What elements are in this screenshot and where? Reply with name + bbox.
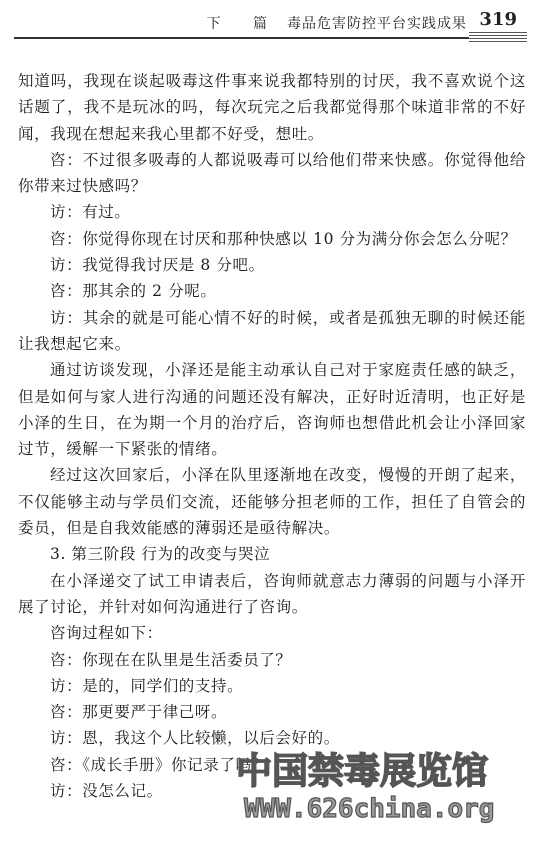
- paragraph: 咨：《成长手册》你记录了吗？: [50, 755, 268, 774]
- watermark-title: 中国禁毒展览馆: [236, 751, 489, 792]
- paragraph: 咨：你觉得你现在讨厌和那种快感以 10 分为满分你会怎么分呢？: [50, 229, 517, 248]
- paragraph: 咨：那其余的 2 分呢。: [50, 282, 217, 301]
- paragraph: 通过访谈发现，小泽还是能主动承认自己对于家庭责任感的缺乏，但是如何与家人进行沟通的问题还没有解决，正好时近清明，也正好是小泽的生日，在为期一个月的治疗后，咨询师也想借此机会让小泽回家过节，缓解一下紧张的情绪。: [18, 361, 526, 459]
- header-rule: [14, 37, 522, 39]
- paragraph: 访：其余的就是可能心情不好的时候，或者是孤独无聊的时候还能让我想起它来。: [18, 308, 526, 353]
- paragraph: 在小泽递交了试工申请表后，咨询师就意志力薄弱的问题与小泽开展了讨论，并针对如何沟通进行了咨询。: [18, 571, 526, 616]
- running-head-title: 毒品危害防控平台实践成果: [287, 16, 467, 32]
- paragraph: 经过这次回家后，小泽在队里逐渐地在改变，慢慢的开朗了起来，不仅能够主动与学员们交流，还能够分担老师的工作，担任了自管会的委员，但是自我效能感的薄弱还是亟待解决。: [18, 466, 526, 538]
- paragraph: 咨：不过很多吸毒的人都说吸毒可以给他们带来快感。你觉得他给你带来过快感吗？: [18, 150, 526, 196]
- body-text: [18, 68, 526, 804]
- running-head-part: 下 篇: [206, 16, 281, 32]
- paragraph: 知道吗，我现在谈起吸毒这件事来说我都特别的讨厌，我不喜欢说个这话题了，我不是玩冰的吗，每次玩完之后我都觉得那个味道非常的不好闻，我现在想起来我心里都不好受，想吐。: [18, 72, 526, 143]
- paragraph: 访：有过。: [50, 203, 131, 222]
- page-number: 319: [479, 9, 517, 30]
- page-header: [0, 0, 539, 46]
- paragraph: 访：没怎么记。: [50, 782, 163, 801]
- header-hatch-decoration: [469, 30, 527, 42]
- paragraph: 访：恩，我这个人比较懒，以后会好的。: [50, 729, 340, 748]
- paragraph: 访：我觉得我讨厌是 8 分吧。: [50, 256, 265, 275]
- running-head: [207, 13, 467, 33]
- section-heading: 3. 第三阶段 行为的改变与哭泣: [50, 545, 271, 564]
- paragraph: 咨询过程如下：: [50, 624, 163, 643]
- paragraph: 咨：那更要严于律己呀。: [50, 703, 228, 722]
- paragraph: 访：是的，同学们的支持。: [50, 676, 244, 695]
- watermark-url: WWW.626china.org: [244, 794, 495, 824]
- paragraph: 咨：你现在在队里是生活委员了？: [50, 650, 292, 669]
- watermark: [236, 752, 536, 838]
